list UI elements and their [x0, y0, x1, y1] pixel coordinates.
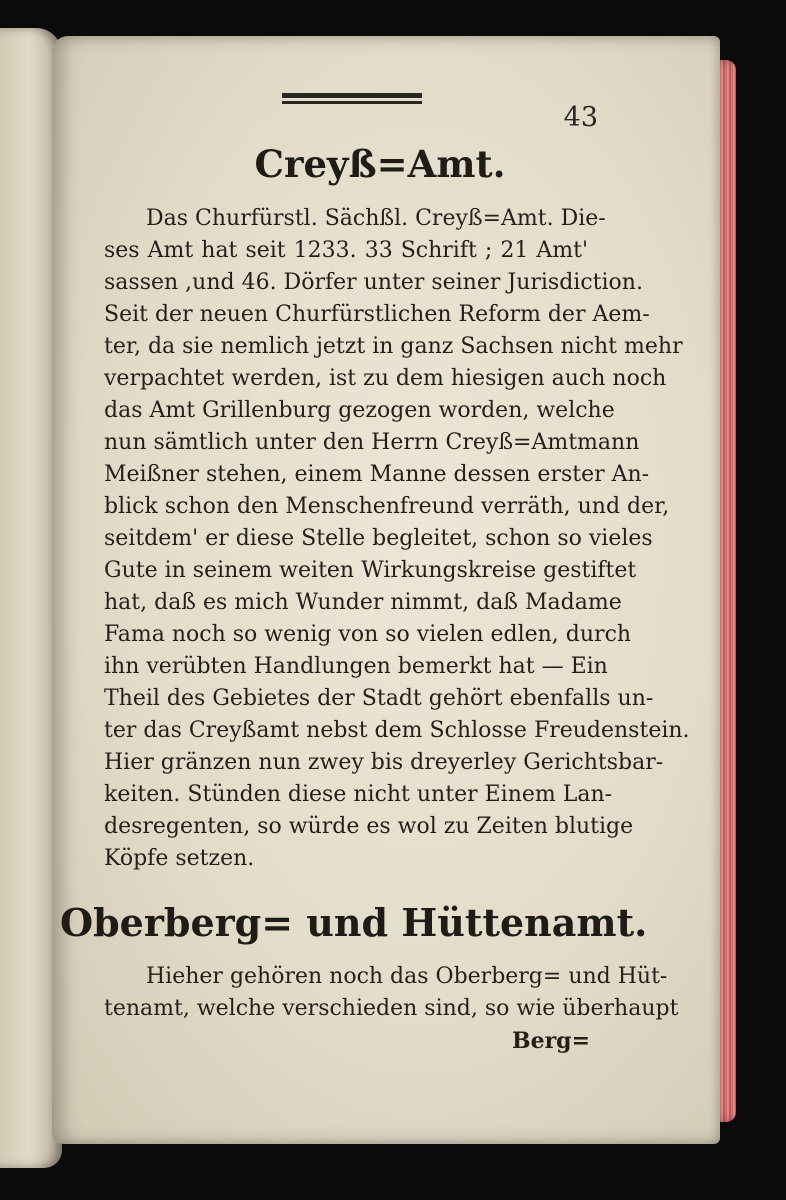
text-line: Fama noch so wenig von so vielen edlen, durch [104, 622, 632, 647]
page-number: 43 [563, 102, 598, 133]
text-line: Hier gränzen nun zwey bis dreyerley Gerichtsbar- [104, 750, 664, 775]
text-line: sassen ,und 46. Dörfer unter seiner Jurisdiction. [104, 270, 643, 295]
text-line: Das Churfürstl. Sächßl. Creyß=Amt. Die- [146, 206, 606, 231]
text-line: seitdem' er diese Stelle begleitet, schon so vieles [104, 526, 653, 551]
text-line: ihn verübten Handlungen bemerkt hat — Ein [104, 654, 608, 679]
text-line: ter das Creyßamt nebst dem Schlosse Freudenstein. [104, 718, 690, 743]
section-heading-oberberg: Oberberg= und Hüttenamt. [60, 900, 648, 945]
text-line: ses Amt hat seit 1233. 33 Schrift ; 21 Amt' [104, 238, 588, 263]
text-line: Hieher gehören noch das Oberberg= und Hüt- [146, 964, 668, 989]
text-line: tenamt, welche verschieden sind, so wie überhaupt [104, 996, 679, 1021]
text-line: keiten. Stünden diese nicht unter Einem Lan- [104, 782, 613, 807]
text-line: Meißner stehen, einem Manne dessen erster An- [104, 462, 650, 487]
text-line: Seit der neuen Churfürstlichen Reform der Aem- [104, 302, 650, 327]
text-line: verpachtet werden, ist zu dem hiesigen auch noch [104, 366, 667, 391]
header-ornament-rule [282, 93, 422, 107]
text-line: das Amt Grillenburg gezogen worden, welche [104, 398, 615, 423]
catchword: Berg= [512, 1028, 590, 1054]
text-line: ter, da sie nemlich jetzt in ganz Sachsen nicht mehr [104, 334, 683, 359]
text-line: Gute in seinem weiten Wirkungskreise gestiftet [104, 558, 637, 583]
text-line: desregenten, so würde es wol zu Zeiten blutige [104, 814, 634, 839]
text-line: Köpfe setzen. [104, 846, 255, 871]
text-line: Theil des Gebietes der Stadt gehört ebenfalls un- [104, 686, 654, 711]
text-line: blick schon den Menschenfreund verräth, und der, [104, 494, 670, 519]
section-heading-creyss-amt: Creyß=Amt. [254, 142, 506, 186]
text-line: hat, daß es mich Wunder nimmt, daß Madame [104, 590, 622, 615]
text-line: nun sämtlich unter den Herrn Creyß=Amtmann [104, 430, 640, 455]
